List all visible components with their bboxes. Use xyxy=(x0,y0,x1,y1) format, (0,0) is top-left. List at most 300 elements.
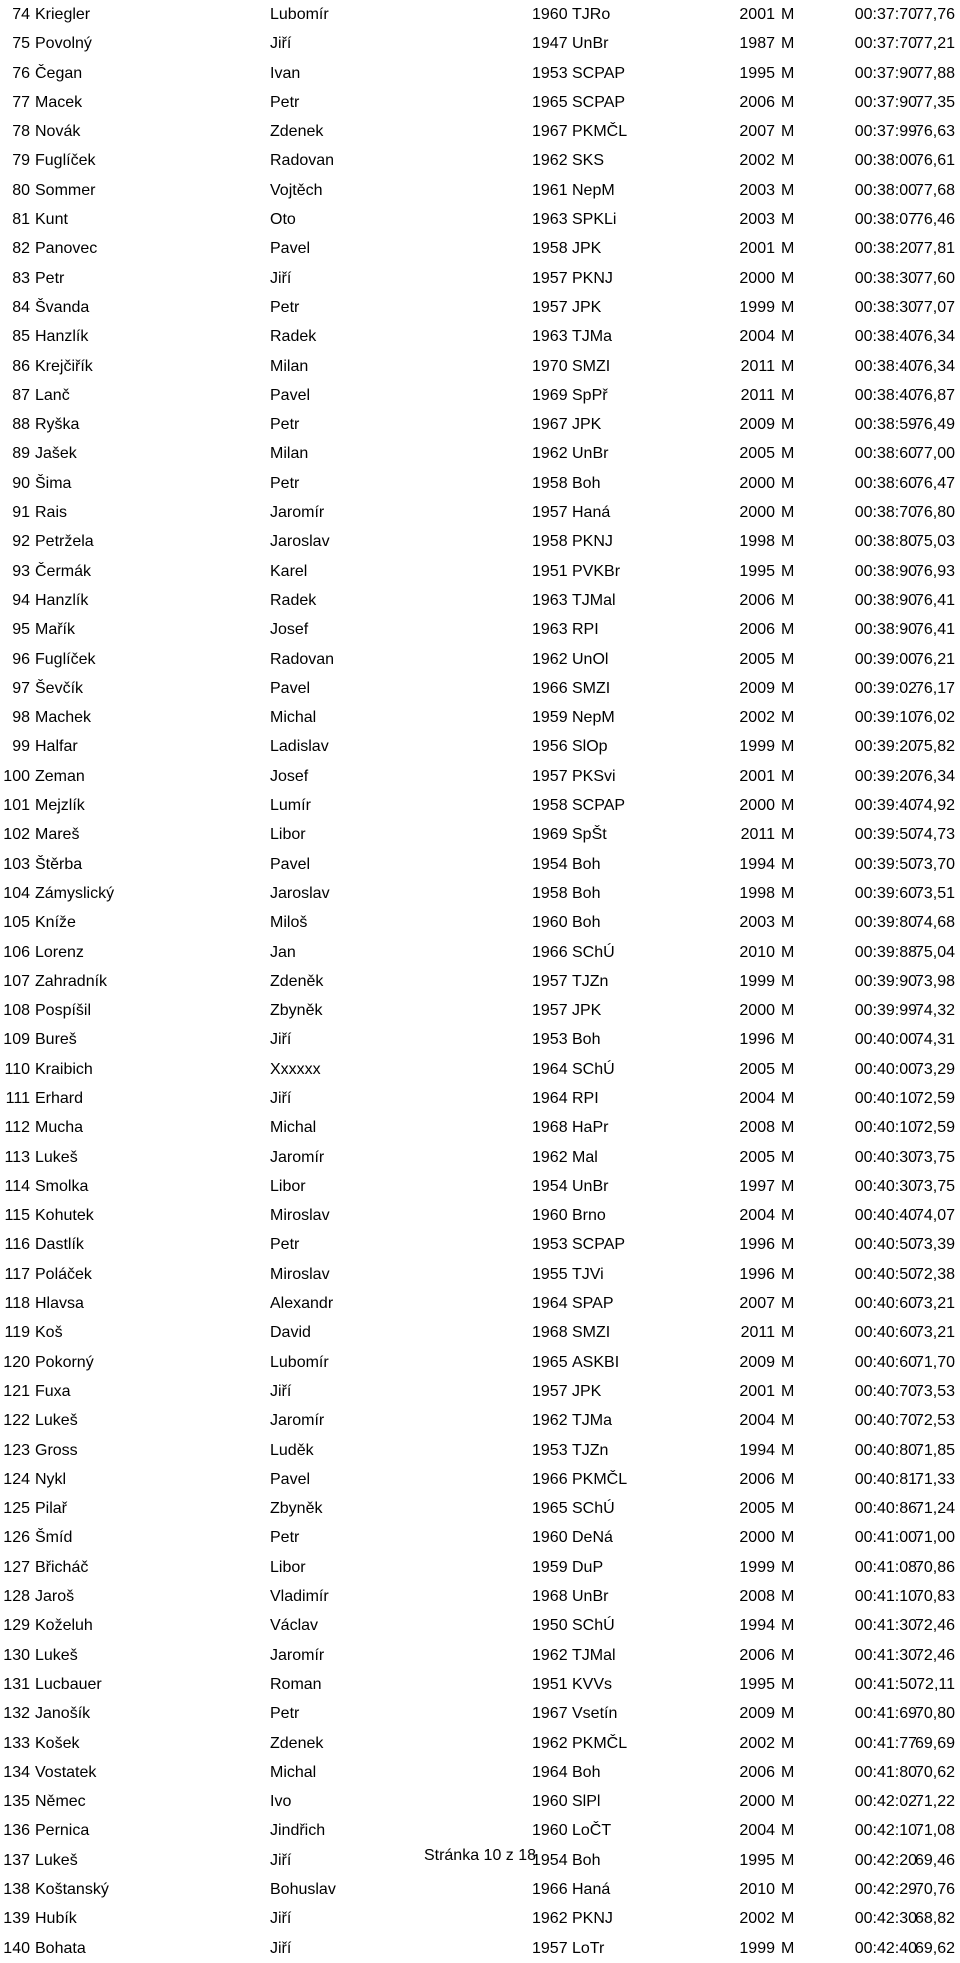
category-cell: M xyxy=(781,1851,795,1869)
club-cell: SPKLi xyxy=(572,211,617,229)
points-cell: 69,69 xyxy=(914,1734,955,1752)
table-row xyxy=(0,674,960,703)
race-year-cell: 2011 xyxy=(740,386,775,404)
points-cell: 76,02 xyxy=(914,709,955,727)
club-cell: SPAP xyxy=(572,1295,614,1313)
last-name-cell: Panovec xyxy=(35,240,98,258)
birth-year-cell: 1959 xyxy=(532,1558,568,1576)
points-cell: 73,39 xyxy=(914,1236,955,1254)
race-year-cell: 2011 xyxy=(740,826,775,844)
birth-year-cell: 1967 xyxy=(532,416,568,434)
race-year-cell: 2006 xyxy=(739,621,775,639)
race-year-cell: 2005 xyxy=(739,445,775,463)
rank-cell: 85 xyxy=(12,328,30,346)
points-cell: 70,62 xyxy=(914,1763,955,1781)
category-cell: M xyxy=(781,1031,795,1049)
club-cell: SpŠt xyxy=(572,826,607,844)
time-cell: 00:40:30 xyxy=(854,1177,917,1195)
birth-year-cell: 1969 xyxy=(532,386,568,404)
table-row xyxy=(0,1787,960,1816)
first-name-cell: Alexandr xyxy=(270,1295,334,1313)
table-row xyxy=(0,1201,960,1230)
time-cell: 00:40:00 xyxy=(854,1060,917,1078)
points-cell: 74,92 xyxy=(914,797,955,815)
time-cell: 00:38:30 xyxy=(854,298,917,316)
race-year-cell: 2005 xyxy=(739,650,775,668)
time-cell: 00:38:59 xyxy=(854,416,917,434)
points-cell: 76,21 xyxy=(914,650,955,668)
first-name-cell: Jiří xyxy=(270,35,292,53)
last-name-cell: Smolka xyxy=(35,1177,89,1195)
points-cell: 71,08 xyxy=(914,1822,955,1840)
time-cell: 00:40:50 xyxy=(854,1236,917,1254)
race-year-cell: 1996 xyxy=(739,1236,775,1254)
time-cell: 00:40:60 xyxy=(854,1353,917,1371)
club-cell: Boh xyxy=(572,914,601,932)
table-row xyxy=(0,1172,960,1201)
rank-cell: 140 xyxy=(3,1939,30,1957)
table-row xyxy=(0,615,960,644)
points-cell: 76,34 xyxy=(914,357,955,375)
points-cell: 70,86 xyxy=(914,1558,955,1576)
points-cell: 76,80 xyxy=(914,504,955,522)
last-name-cell: Zeman xyxy=(35,767,85,785)
table-row xyxy=(0,1377,960,1406)
birth-year-cell: 1965 xyxy=(532,1353,568,1371)
time-cell: 00:40:60 xyxy=(854,1295,917,1313)
time-cell: 00:38:90 xyxy=(854,621,917,639)
race-year-cell: 2000 xyxy=(739,1002,775,1020)
table-row xyxy=(0,439,960,468)
category-cell: M xyxy=(781,1148,795,1166)
birth-year-cell: 1958 xyxy=(532,884,568,902)
club-cell: UnBr xyxy=(572,1588,609,1606)
table-row xyxy=(0,498,960,527)
last-name-cell: Šmíd xyxy=(35,1529,73,1547)
first-name-cell: Jaroslav xyxy=(270,884,330,902)
first-name-cell: Pavel xyxy=(270,240,311,258)
first-name-cell: Ivo xyxy=(270,1793,292,1811)
category-cell: M xyxy=(781,1265,795,1283)
category-cell: M xyxy=(781,1353,795,1371)
rank-cell: 102 xyxy=(3,826,30,844)
club-cell: Mal xyxy=(572,1148,598,1166)
race-year-cell: 2001 xyxy=(739,240,775,258)
time-cell: 00:41:30 xyxy=(854,1617,917,1635)
category-cell: M xyxy=(781,1675,795,1693)
first-name-cell: Michal xyxy=(270,1119,317,1137)
rank-cell: 90 xyxy=(12,474,30,492)
race-year-cell: 2005 xyxy=(739,1500,775,1518)
first-name-cell: Radek xyxy=(270,591,317,609)
club-cell: PKSvi xyxy=(572,767,616,785)
table-row xyxy=(0,1934,960,1963)
points-cell: 74,68 xyxy=(914,914,955,932)
rank-cell: 101 xyxy=(3,797,30,815)
rank-cell: 121 xyxy=(3,1382,30,1400)
birth-year-cell: 1957 xyxy=(532,1382,568,1400)
rank-cell: 136 xyxy=(3,1822,30,1840)
time-cell: 00:39:88 xyxy=(854,943,917,961)
last-name-cell: Pilař xyxy=(35,1500,68,1518)
table-row xyxy=(0,1406,960,1435)
first-name-cell: Zbyněk xyxy=(270,1002,323,1020)
points-cell: 73,21 xyxy=(914,1295,955,1313)
first-name-cell: Libor xyxy=(270,826,306,844)
race-year-cell: 1999 xyxy=(739,298,775,316)
time-cell: 00:42:30 xyxy=(854,1910,917,1928)
time-cell: 00:37:99 xyxy=(854,123,917,141)
last-name-cell: Poláček xyxy=(35,1265,92,1283)
last-name-cell: Lukeš xyxy=(35,1412,78,1430)
first-name-cell: Pavel xyxy=(270,386,311,404)
last-name-cell: Fuxa xyxy=(35,1382,71,1400)
race-year-cell: 2002 xyxy=(739,1734,775,1752)
last-name-cell: Gross xyxy=(35,1441,78,1459)
last-name-cell: Čermák xyxy=(35,562,92,580)
category-cell: M xyxy=(781,181,795,199)
last-name-cell: Mareš xyxy=(35,826,80,844)
first-name-cell: Jaroslav xyxy=(270,533,330,551)
first-name-cell: Lubomír xyxy=(270,1353,329,1371)
birth-year-cell: 1967 xyxy=(532,1705,568,1723)
time-cell: 00:40:86 xyxy=(854,1500,917,1518)
category-cell: M xyxy=(781,1295,795,1313)
points-cell: 72,53 xyxy=(914,1412,955,1430)
last-name-cell: Dastlík xyxy=(35,1236,84,1254)
last-name-cell: Břicháč xyxy=(35,1558,89,1576)
first-name-cell: Jaromír xyxy=(270,1148,325,1166)
table-row xyxy=(0,1699,960,1728)
table-row xyxy=(0,1230,960,1259)
last-name-cell: Hlavsa xyxy=(35,1295,84,1313)
table-row xyxy=(0,1348,960,1377)
category-cell: M xyxy=(781,1793,795,1811)
race-year-cell: 2002 xyxy=(739,152,775,170)
table-row xyxy=(0,557,960,586)
category-cell: M xyxy=(781,1588,795,1606)
race-year-cell: 1995 xyxy=(739,1675,775,1693)
race-year-cell: 2000 xyxy=(739,269,775,287)
last-name-cell: Halfar xyxy=(35,738,78,756)
time-cell: 00:38:30 xyxy=(854,269,917,287)
points-cell: 76,41 xyxy=(914,591,955,609)
first-name-cell: Petr xyxy=(270,1236,300,1254)
category-cell: M xyxy=(781,35,795,53)
birth-year-cell: 1962 xyxy=(532,152,568,170)
birth-year-cell: 1960 xyxy=(532,6,568,23)
time-cell: 00:38:60 xyxy=(854,445,917,463)
birth-year-cell: 1954 xyxy=(532,855,568,873)
race-year-cell: 2006 xyxy=(739,1646,775,1664)
points-cell: 76,34 xyxy=(914,328,955,346)
points-cell: 71,85 xyxy=(914,1441,955,1459)
rank-cell: 135 xyxy=(3,1793,30,1811)
first-name-cell: Josef xyxy=(270,621,309,639)
rank-cell: 75 xyxy=(12,35,30,53)
birth-year-cell: 1959 xyxy=(532,709,568,727)
category-cell: M xyxy=(781,767,795,785)
last-name-cell: Bohata xyxy=(35,1939,86,1957)
club-cell: PKNJ xyxy=(572,1910,613,1928)
club-cell: TJMa xyxy=(572,328,612,346)
club-cell: TJMa xyxy=(572,1412,612,1430)
time-cell: 00:39:90 xyxy=(854,972,917,990)
last-name-cell: Hanzlík xyxy=(35,328,89,346)
rank-cell: 96 xyxy=(12,650,30,668)
first-name-cell: Milan xyxy=(270,357,309,375)
club-cell: SMZI xyxy=(572,679,611,697)
last-name-cell: Mejzlík xyxy=(35,797,85,815)
table-row xyxy=(0,879,960,908)
rank-cell: 97 xyxy=(12,679,30,697)
category-cell: M xyxy=(781,943,795,961)
points-cell: 73,75 xyxy=(914,1148,955,1166)
birth-year-cell: 1947 xyxy=(532,35,568,53)
last-name-cell: Kriegler xyxy=(35,6,91,23)
last-name-cell: Jašek xyxy=(35,445,77,463)
table-row xyxy=(0,469,960,498)
race-year-cell: 2001 xyxy=(739,767,775,785)
club-cell: LoČT xyxy=(572,1822,612,1840)
table-row xyxy=(0,1904,960,1933)
rank-cell: 87 xyxy=(12,386,30,404)
birth-year-cell: 1964 xyxy=(532,1763,568,1781)
time-cell: 00:37:70 xyxy=(854,35,917,53)
first-name-cell: Jiří xyxy=(270,1089,292,1107)
points-cell: 76,87 xyxy=(914,386,955,404)
time-cell: 00:41:30 xyxy=(854,1646,917,1664)
table-row xyxy=(0,1758,960,1787)
club-cell: SlOp xyxy=(572,738,608,756)
club-cell: DeNá xyxy=(572,1529,613,1547)
birth-year-cell: 1951 xyxy=(532,1675,568,1693)
points-cell: 71,70 xyxy=(914,1353,955,1371)
birth-year-cell: 1958 xyxy=(532,240,568,258)
birth-year-cell: 1953 xyxy=(532,1236,568,1254)
first-name-cell: Petr xyxy=(270,474,300,492)
club-cell: UnBr xyxy=(572,1177,609,1195)
time-cell: 00:38:40 xyxy=(854,386,917,404)
category-cell: M xyxy=(781,1177,795,1195)
time-cell: 00:39:00 xyxy=(854,650,917,668)
points-cell: 75,03 xyxy=(914,533,955,551)
table-row xyxy=(0,264,960,293)
first-name-cell: Jiří xyxy=(270,1910,292,1928)
points-cell: 76,49 xyxy=(914,416,955,434)
club-cell: TJVi xyxy=(572,1265,604,1283)
rank-cell: 79 xyxy=(12,152,30,170)
rank-cell: 89 xyxy=(12,445,30,463)
birth-year-cell: 1963 xyxy=(532,591,568,609)
club-cell: JPK xyxy=(572,298,602,316)
table-row xyxy=(0,117,960,146)
category-cell: M xyxy=(781,1441,795,1459)
last-name-cell: Fuglíček xyxy=(35,152,96,170)
points-cell: 72,46 xyxy=(914,1617,955,1635)
table-row xyxy=(0,996,960,1025)
rank-cell: 127 xyxy=(3,1558,30,1576)
club-cell: NepM xyxy=(572,181,615,199)
category-cell: M xyxy=(781,64,795,82)
club-cell: PKMČL xyxy=(572,1470,628,1488)
race-year-cell: 2004 xyxy=(739,1207,775,1225)
first-name-cell: Petr xyxy=(270,298,300,316)
last-name-cell: Nykl xyxy=(35,1470,67,1488)
points-cell: 76,93 xyxy=(914,562,955,580)
category-cell: M xyxy=(781,328,795,346)
time-cell: 00:40:30 xyxy=(854,1148,917,1166)
race-year-cell: 2000 xyxy=(739,1793,775,1811)
club-cell: SCPAP xyxy=(572,1236,626,1254)
last-name-cell: Švanda xyxy=(35,298,90,316)
category-cell: M xyxy=(781,1412,795,1430)
race-year-cell: 2006 xyxy=(739,93,775,111)
race-year-cell: 1999 xyxy=(739,1558,775,1576)
last-name-cell: Povolný xyxy=(35,35,92,53)
category-cell: M xyxy=(781,709,795,727)
race-year-cell: 1997 xyxy=(739,1177,775,1195)
table-row xyxy=(0,1289,960,1318)
birth-year-cell: 1966 xyxy=(532,1881,568,1898)
table-row xyxy=(0,410,960,439)
race-year-cell: 2009 xyxy=(739,416,775,434)
club-cell: Haná xyxy=(572,1881,611,1898)
table-row xyxy=(0,820,960,849)
first-name-cell: Radovan xyxy=(270,650,335,668)
rank-cell: 82 xyxy=(12,240,30,258)
last-name-cell: Mucha xyxy=(35,1119,84,1137)
points-cell: 71,00 xyxy=(914,1529,955,1547)
club-cell: SCPAP xyxy=(572,93,626,111)
table-row xyxy=(0,762,960,791)
first-name-cell: Milan xyxy=(270,445,309,463)
birth-year-cell: 1956 xyxy=(532,738,568,756)
category-cell: M xyxy=(781,1939,795,1957)
time-cell: 00:37:90 xyxy=(854,93,917,111)
table-row xyxy=(0,1318,960,1347)
points-cell: 69,46 xyxy=(914,1851,955,1869)
rank-cell: 103 xyxy=(3,855,30,873)
points-cell: 76,34 xyxy=(914,767,955,785)
table-row xyxy=(0,1553,960,1582)
category-cell: M xyxy=(781,211,795,229)
first-name-cell: Libor xyxy=(270,1177,306,1195)
rank-cell: 116 xyxy=(4,1236,30,1254)
time-cell: 00:37:90 xyxy=(854,64,917,82)
rank-cell: 108 xyxy=(3,1002,30,1020)
club-cell: UnOl xyxy=(572,650,609,668)
last-name-cell: Lukeš xyxy=(35,1646,78,1664)
club-cell: SpPř xyxy=(572,386,608,404)
points-cell: 69,62 xyxy=(914,1939,955,1957)
table-row xyxy=(0,1113,960,1142)
table-row xyxy=(0,1055,960,1084)
rank-cell: 84 xyxy=(12,298,30,316)
time-cell: 00:39:50 xyxy=(854,855,917,873)
rank-cell: 107 xyxy=(3,972,30,990)
birth-year-cell: 1960 xyxy=(532,1793,568,1811)
time-cell: 00:42:40 xyxy=(854,1939,917,1957)
first-name-cell: Jiří xyxy=(270,1031,292,1049)
points-cell: 73,51 xyxy=(914,884,955,902)
rank-cell: 80 xyxy=(12,181,30,199)
race-year-cell: 2002 xyxy=(739,1910,775,1928)
table-row xyxy=(0,1611,960,1640)
category-cell: M xyxy=(781,445,795,463)
birth-year-cell: 1966 xyxy=(532,943,568,961)
club-cell: SMZI xyxy=(572,1324,611,1342)
time-cell: 00:40:50 xyxy=(854,1265,917,1283)
race-year-cell: 2001 xyxy=(739,6,775,23)
points-cell: 73,21 xyxy=(914,1324,955,1342)
birth-year-cell: 1957 xyxy=(532,972,568,990)
category-cell: M xyxy=(781,1002,795,1020)
club-cell: Boh xyxy=(572,1851,601,1869)
first-name-cell: Karel xyxy=(270,562,308,580)
rank-cell: 98 xyxy=(12,709,30,727)
table-row xyxy=(0,1875,960,1904)
time-cell: 00:40:10 xyxy=(854,1089,917,1107)
club-cell: SlPl xyxy=(572,1793,601,1811)
first-name-cell: Roman xyxy=(270,1675,322,1693)
club-cell: SChÚ xyxy=(572,943,615,961)
last-name-cell: Zámyslický xyxy=(35,884,115,902)
last-name-cell: Kohutek xyxy=(35,1207,94,1225)
last-name-cell: Čegan xyxy=(35,64,83,82)
race-year-cell: 2010 xyxy=(739,943,775,961)
points-cell: 72,59 xyxy=(914,1119,955,1137)
table-row xyxy=(0,850,960,879)
category-cell: M xyxy=(781,1060,795,1078)
club-cell: RPI xyxy=(572,621,599,639)
rank-cell: 122 xyxy=(3,1412,30,1430)
birth-year-cell: 1964 xyxy=(532,1060,568,1078)
table-row xyxy=(0,293,960,322)
first-name-cell: Jiří xyxy=(270,1851,292,1869)
club-cell: DuP xyxy=(572,1558,604,1576)
first-name-cell: Radovan xyxy=(270,152,335,170)
club-cell: KVVs xyxy=(572,1675,613,1693)
table-row xyxy=(0,1025,960,1054)
race-year-cell: 1996 xyxy=(739,1031,775,1049)
rank-cell: 94 xyxy=(12,591,30,609)
category-cell: M xyxy=(781,504,795,522)
table-row xyxy=(0,352,960,381)
table-row xyxy=(0,322,960,351)
time-cell: 00:38:80 xyxy=(854,533,917,551)
category-cell: M xyxy=(781,562,795,580)
last-name-cell: Jaroš xyxy=(35,1588,75,1606)
table-row xyxy=(0,938,960,967)
time-cell: 00:41:50 xyxy=(854,1675,917,1693)
last-name-cell: Němec xyxy=(35,1793,86,1811)
birth-year-cell: 1954 xyxy=(532,1177,568,1195)
first-name-cell: Jiří xyxy=(270,269,292,287)
category-cell: M xyxy=(781,1822,795,1840)
birth-year-cell: 1962 xyxy=(532,650,568,668)
time-cell: 00:40:40 xyxy=(854,1207,917,1225)
rank-cell: 134 xyxy=(3,1763,30,1781)
club-cell: HaPr xyxy=(572,1119,609,1137)
club-cell: Boh xyxy=(572,884,601,902)
race-year-cell: 2004 xyxy=(739,1412,775,1430)
race-year-cell: 2010 xyxy=(739,1881,775,1898)
points-cell: 74,32 xyxy=(914,1002,955,1020)
race-year-cell: 2000 xyxy=(739,474,775,492)
points-cell: 77,76 xyxy=(914,6,955,23)
race-year-cell: 2007 xyxy=(739,123,775,141)
